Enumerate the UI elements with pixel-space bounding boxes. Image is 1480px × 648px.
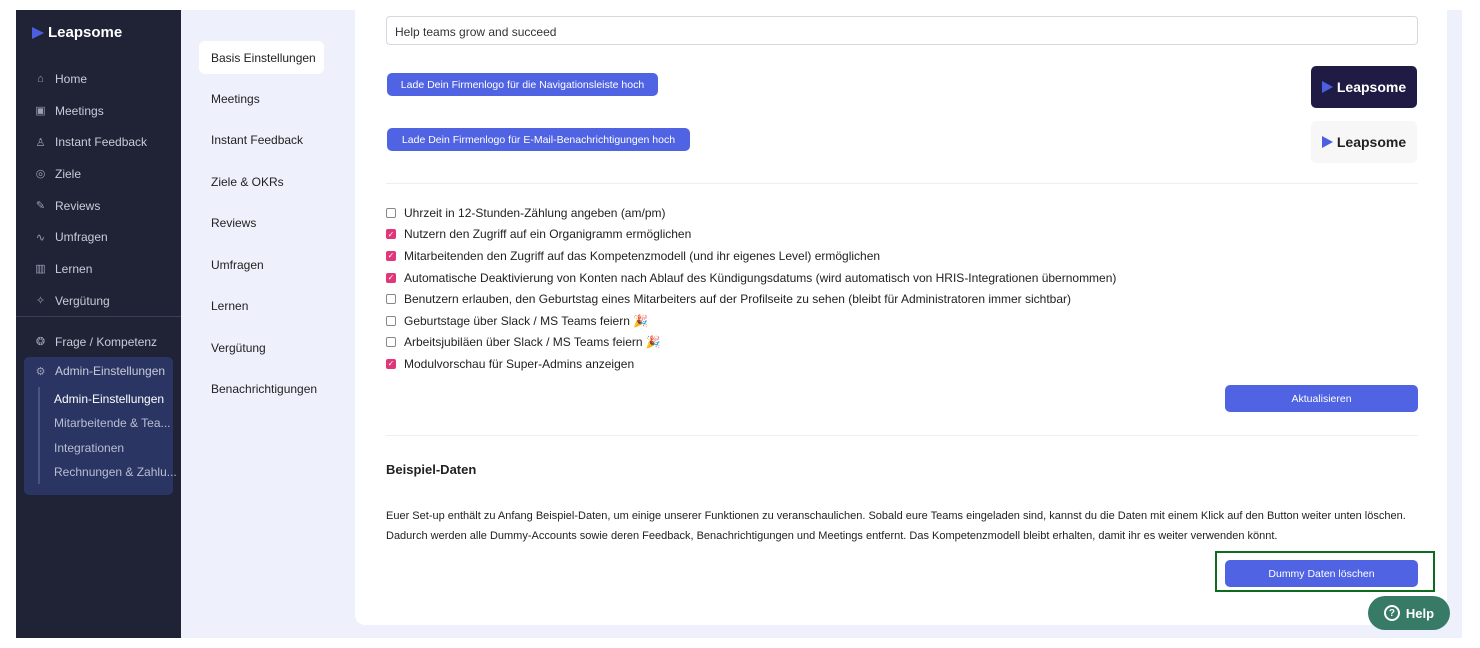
leapsome-logo-icon xyxy=(1322,81,1333,93)
brand-name: Leapsome xyxy=(48,24,123,41)
sidebar-item-label: Reviews xyxy=(55,198,101,213)
email-logo-preview xyxy=(1311,121,1417,163)
competence-icon: ❂ xyxy=(35,336,46,349)
upload-nav-logo-button[interactable]: Lade Dein Firmenlogo für die Navigationsleiste hoch xyxy=(387,73,658,96)
sidebar-item-verg-tung[interactable] xyxy=(16,285,181,317)
help-icon: ? xyxy=(1384,605,1400,621)
settings-tab[interactable]: Instant Feedback xyxy=(211,133,304,148)
upload-email-logo-button[interactable]: Lade Dein Firmenlogo für E-Mail-Benachrichtigungen hoch xyxy=(387,128,690,151)
sidebar-item-frage-kompetenz[interactable] xyxy=(16,326,181,358)
sidebar-item-label: Admin-Einstellungen xyxy=(55,364,166,378)
checkbox[interactable]: ✓ xyxy=(387,251,395,261)
checkbox[interactable]: ✓ xyxy=(387,229,395,239)
logo-text: Leapsome xyxy=(1336,79,1407,95)
divider xyxy=(386,183,1418,184)
settings-tab[interactable]: Basis Einstellungen xyxy=(199,41,324,74)
sample-data-description: Euer Set-up enthält zu Anfang Beispiel-Daten, um einige unserer Funktionen zu veranschaulichen. Sobald eure Teams eingeladen sind, kannst du die Daten mit einem Klick auf den Button weiter unten löschen. Dadurch werden alle Dummy-Accounts sowie deren Feedback, Benachrichtigungen und Meetings entfernt. Das Kompetenzmodell bleibt erhalten, damit ihr es weiter verwenden könnt. xyxy=(386,510,1406,542)
update-button[interactable]: Aktualisieren xyxy=(1225,385,1418,412)
admin-subitem[interactable]: Mitarbeitende & Tea... xyxy=(54,416,171,431)
checkbox-label: Geburtstage über Slack / MS Teams feiern 🎉 xyxy=(404,313,649,328)
admin-subitem[interactable]: Rechnungen & Zahlu... xyxy=(54,464,177,479)
settings-checkboxes xyxy=(386,202,1116,375)
checkbox[interactable] xyxy=(386,337,396,347)
sample-data-title: Beispiel-Daten xyxy=(386,462,477,477)
sidebar-item-home[interactable] xyxy=(16,63,181,95)
sidebar-item-label: Ziele xyxy=(55,166,82,181)
nav-icon: ✧ xyxy=(35,295,46,308)
nav-logo-preview xyxy=(1311,66,1417,108)
delete-dummy-data-button[interactable]: Dummy Daten löschen xyxy=(1225,560,1418,587)
checkbox[interactable] xyxy=(386,294,396,304)
nav-icon: ▥ xyxy=(35,263,46,276)
checkbox-label: Automatische Deaktivierung von Konten nach Ablauf des Kündigungsdatums (wird automatisch von HRIS-Integrationen übernommen) xyxy=(404,270,1117,285)
highlight-box xyxy=(1215,551,1435,592)
main-nav xyxy=(16,63,181,317)
checkbox-row xyxy=(386,332,1116,354)
settings-tab[interactable]: Ziele & OKRs xyxy=(211,174,284,189)
checkbox-label: Modulvorschau für Super-Admins anzeigen xyxy=(404,356,635,371)
sidebar xyxy=(16,10,181,638)
checkbox-label: Nutzern den Zugriff auf ein Organigramm ermöglichen xyxy=(404,227,692,242)
nav-icon: ∿ xyxy=(35,231,46,244)
settings-nav xyxy=(181,10,340,638)
checkbox-row xyxy=(386,267,1116,289)
sidebar-item-ziele[interactable] xyxy=(16,158,181,190)
nav-icon: ▣ xyxy=(35,105,46,118)
sidebar-item-label: Lernen xyxy=(55,261,93,276)
sidebar-group-admin xyxy=(24,357,177,495)
divider xyxy=(386,435,1418,436)
admin-subitem[interactable]: Admin-Einstellungen xyxy=(54,392,165,406)
checkbox-row xyxy=(386,202,1116,224)
nav-icon: ♙ xyxy=(35,136,46,149)
help-button[interactable] xyxy=(1368,596,1450,630)
settings-tab[interactable]: Benachrichtigungen xyxy=(211,382,318,397)
checkbox-row xyxy=(386,245,1116,267)
settings-tab[interactable]: Meetings xyxy=(211,91,260,106)
settings-tab[interactable]: Lernen xyxy=(211,299,249,314)
divider xyxy=(16,316,181,317)
checkbox[interactable] xyxy=(386,208,396,218)
checkbox-label: Uhrzeit in 12-Stunden-Zählung angeben (am/pm) xyxy=(404,205,666,220)
settings-tab[interactable]: Vergütung xyxy=(211,340,266,355)
checkbox-row xyxy=(386,288,1116,310)
settings-tab[interactable]: Umfragen xyxy=(211,257,264,272)
sidebar-item-admin-einstellungen[interactable] xyxy=(24,357,173,385)
nav-icon: ◎ xyxy=(35,168,46,181)
checkbox-row xyxy=(386,224,1116,246)
settings-tab[interactable]: Reviews xyxy=(211,216,257,231)
logo-text: Leapsome xyxy=(1336,134,1407,150)
sidebar-item-umfragen[interactable] xyxy=(16,221,181,253)
sidebar-item-reviews[interactable] xyxy=(16,190,181,222)
sidebar-item-label: Instant Feedback xyxy=(55,135,148,150)
brand-logo[interactable] xyxy=(32,24,122,41)
nav-icon: ⌂ xyxy=(37,72,44,85)
sidebar-item-lernen[interactable] xyxy=(16,253,181,285)
sidebar-item-label: Meetings xyxy=(55,103,104,118)
sidebar-item-label: Home xyxy=(55,71,88,86)
checkbox-row xyxy=(386,310,1116,332)
checkbox-row xyxy=(386,353,1116,375)
help-label: Help xyxy=(1405,605,1435,621)
slogan-input[interactable]: Help teams grow and succeed xyxy=(386,16,1418,45)
admin-submenu xyxy=(38,387,177,484)
leapsome-logo-icon xyxy=(32,27,44,39)
checkbox-label: Mitarbeitenden den Zugriff auf das Kompetenzmodell (und ihr eigenes Level) ermöglichen xyxy=(404,248,881,263)
checkbox-label: Benutzern erlauben, den Geburtstag eines Mitarbeiters auf der Profilseite zu sehen (bleibt für Administratoren immer sichtbar) xyxy=(404,292,1071,307)
checkbox[interactable]: ✓ xyxy=(387,273,395,283)
nav-icon: ✎ xyxy=(35,200,46,213)
checkbox[interactable] xyxy=(386,316,396,326)
checkbox-label: Arbeitsjubiläen über Slack / MS Teams feiern 🎉 xyxy=(404,335,661,350)
sidebar-item-label: Vergütung xyxy=(55,293,110,308)
gear-icon: ⚙ xyxy=(35,365,46,378)
settings-card xyxy=(355,10,1447,625)
admin-subitem[interactable]: Integrationen xyxy=(54,440,125,455)
sidebar-item-meetings[interactable] xyxy=(16,95,181,127)
checkbox[interactable]: ✓ xyxy=(387,359,395,369)
sidebar-item-instant-feedback[interactable] xyxy=(16,126,181,158)
sidebar-item-label: Umfragen xyxy=(55,230,108,245)
sidebar-item-label: Frage / Kompetenz xyxy=(55,334,158,349)
leapsome-logo-icon xyxy=(1322,136,1333,148)
